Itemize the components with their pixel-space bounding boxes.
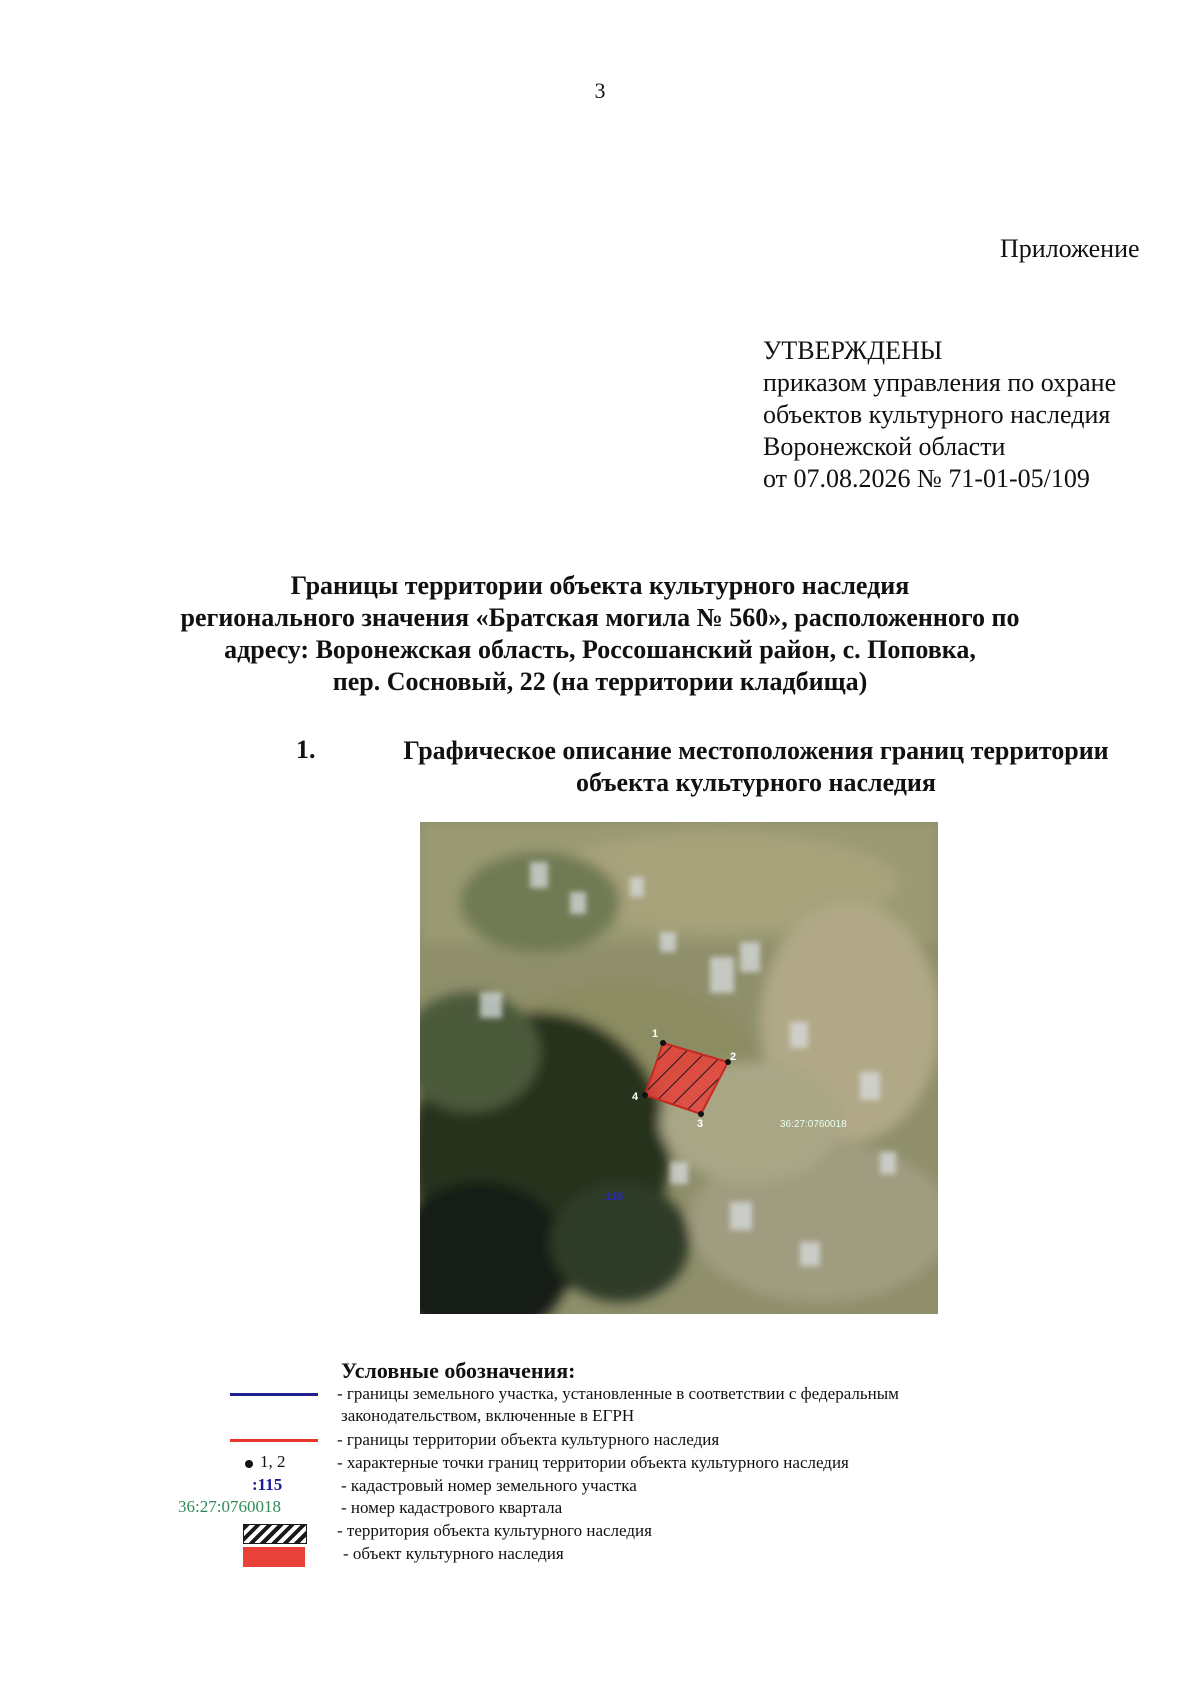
approval-order-line: от 07.08.2026 № 71-01-05/109	[763, 464, 1090, 493]
legend-item-text: законодательством, включенные в ЕГРН	[341, 1406, 635, 1425]
legend-symbol-quarter: 36:27:0760018	[178, 1497, 281, 1516]
legend-item-text: - кадастровый номер земельного участка	[341, 1476, 637, 1495]
heritage-territory-hatch-symbol	[243, 1524, 307, 1544]
appendix-label: Приложение	[1000, 234, 1140, 263]
section-heading-line: объекта культурного наследия	[576, 768, 936, 797]
point-label: 1	[652, 1028, 659, 1040]
boundary-point-4	[642, 1092, 648, 1098]
legend-item-text: - границы земельного участка, установленные в соответствии с федеральным	[337, 1384, 899, 1403]
approval-line: объектов культурного наследия	[763, 400, 1111, 429]
boundary-point-3	[698, 1111, 704, 1117]
legend-title: Условные обозначения:	[341, 1358, 576, 1383]
approval-line: Воронежской области	[763, 432, 1006, 461]
legend-item-text: - объект культурного наследия	[343, 1544, 564, 1563]
title-line: адресу: Воронежская область, Россошанский район, с. Поповка,	[224, 635, 976, 664]
parcel-number-label: :115	[602, 1191, 624, 1203]
approval-line: приказом управления по охране	[763, 368, 1117, 397]
point-symbol	[245, 1460, 253, 1468]
legend-symbol-points: 1, 2	[260, 1452, 286, 1471]
quarter-number-label: 36:27:0760018	[780, 1119, 847, 1130]
point-label: 3	[697, 1118, 704, 1130]
legend-symbol-parcel: :115	[252, 1475, 283, 1494]
legend-item-text: - характерные точки границ территории объекта культурного наследия	[337, 1453, 849, 1472]
page-number: 3	[594, 78, 606, 103]
legend-item-text: - границы территории объекта культурного наследия	[337, 1430, 720, 1449]
section-heading	[366, 735, 1146, 799]
boundary-point-1	[660, 1040, 666, 1046]
section-heading-line: Графическое описание местоположения границ территории	[403, 736, 1109, 765]
heritage-boundary-line-symbol	[230, 1439, 318, 1442]
approval-block	[763, 335, 1116, 495]
point-label: 2	[730, 1051, 737, 1063]
approval-heading: УТВЕРЖДЕНЫ	[763, 336, 943, 365]
title-line: Границы территории объекта культурного наследия	[290, 571, 910, 600]
map-canvas	[420, 822, 938, 1314]
heritage-object-fill-symbol	[243, 1547, 305, 1567]
legend-item-text: - номер кадастрового квартала	[341, 1498, 563, 1517]
section-number: 1.	[296, 735, 316, 764]
legend-item-text: - территория объекта культурного наследия	[337, 1521, 652, 1540]
title-line: пер. Сосновый, 22 (на территории кладбища)	[332, 667, 868, 696]
parcel-boundary-line-symbol	[230, 1393, 318, 1396]
point-label: 4	[632, 1091, 639, 1103]
document-title	[0, 570, 1200, 698]
title-line: регионального значения «Братская могила № 560», расположенного по	[180, 603, 1020, 632]
satellite-map	[420, 822, 938, 1314]
